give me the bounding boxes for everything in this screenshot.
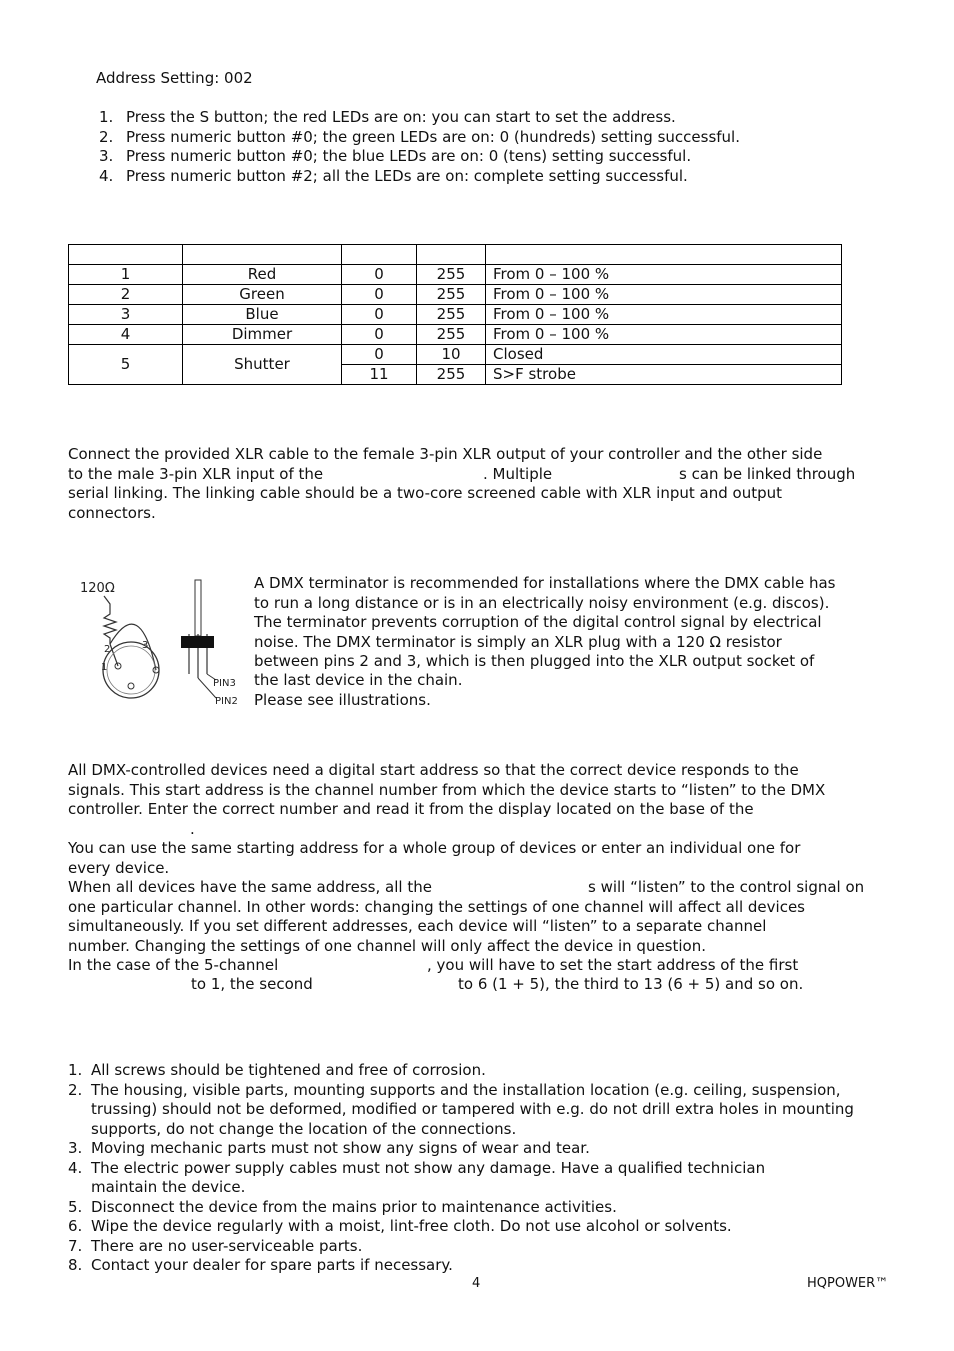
brand-mark: HQPOWER™	[807, 1276, 889, 1291]
dmx-terminator-illustration	[70, 574, 248, 710]
table-row: 3 Blue 0 255 From 0 – 100 %	[69, 305, 842, 325]
xlr-connector-circle	[103, 642, 159, 698]
list-item: 8. Contact your dealer for spare parts if necessary.	[68, 1256, 453, 1274]
table-row: 2 Green 0 255 From 0 – 100 %	[69, 285, 842, 305]
list-item: 2. Press numeric button #0; the green LEDs are on: 0 (hundreds) setting successful.	[99, 127, 740, 146]
list-item: 2. The housing, visible parts, mounting supports and the installation location (e.g. ceiling, suspension, trussing) should not be deformed, modified or tampered with e.g. do not drill extra holes in mounting supports, do not change the location of the connections.	[68, 1080, 854, 1138]
table-header-row	[69, 245, 842, 265]
resistor-block	[181, 636, 214, 648]
svg-text:1: 1	[101, 662, 108, 673]
svg-text:3: 3	[142, 640, 149, 651]
pin3-label: PIN3	[213, 678, 236, 689]
list-item: 4. The electric power supply cables must not show any damage. Have a qualified technician maintain the device.	[68, 1158, 766, 1196]
maintenance-list	[68, 1061, 868, 1276]
table-row: 5 Shutter 0 10 Closed	[69, 345, 842, 365]
list-item: 1. All screws should be tightened and free of corrosion.	[68, 1061, 486, 1079]
list-item: 3. Press numeric button #0; the blue LEDs are on: 0 (tens) setting successful.	[99, 147, 692, 165]
address-setting-title: Address Setting: 002	[96, 69, 253, 87]
page-number: 4	[472, 1276, 481, 1291]
list-item: 5. Disconnect the device from the mains prior to maintenance activities.	[68, 1197, 617, 1216]
list-item: 7. There are no user-serviceable parts.	[68, 1236, 363, 1255]
svg-text:2: 2	[104, 644, 111, 655]
pin2-label: PIN2	[215, 696, 238, 707]
list-item: 3. Moving mechanic parts must not show any signs of wear and tear.	[68, 1139, 590, 1157]
list-item: 6. Wipe the device regularly with a moist, lint-free cloth. Do not use alcohol or solvents.	[68, 1217, 732, 1235]
table-row: 11 255 S>F strobe	[69, 365, 842, 385]
address-steps-list	[99, 108, 859, 186]
resistor-label: 120Ω	[80, 581, 115, 596]
dmx-channel-table	[68, 244, 842, 385]
table-row: 4 Dimmer 0 255 From 0 – 100 %	[69, 325, 842, 345]
xlr-plug-side-view	[195, 580, 201, 636]
list-item: 4. Press numeric button #2; all the LEDs are on: complete setting successful.	[99, 166, 688, 185]
list-item: 1. Press the S button; the red LEDs are on: you can start to set the address.	[99, 108, 676, 126]
table-row: 1 Red 0 255 From 0 – 100 %	[69, 265, 842, 285]
